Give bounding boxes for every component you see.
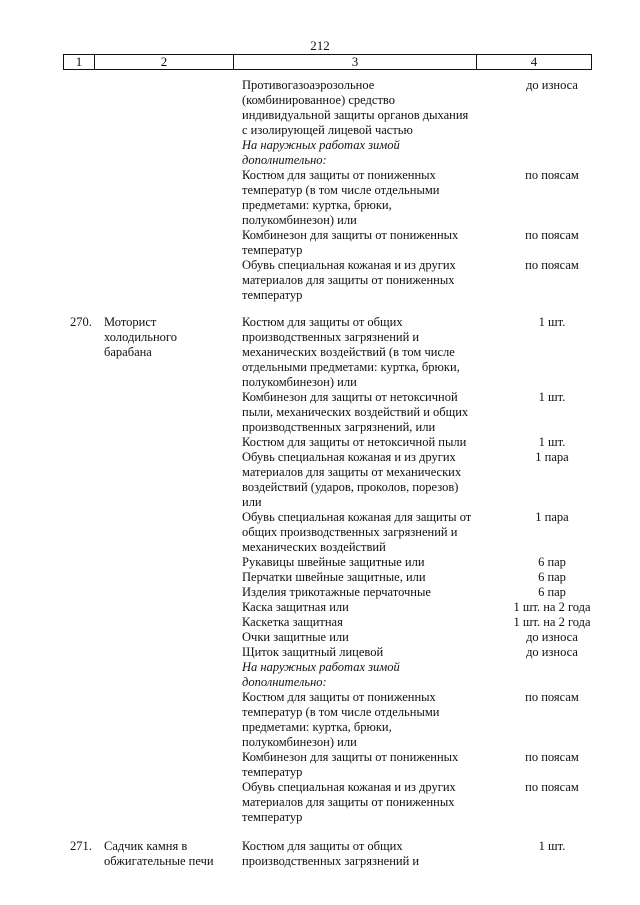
item-quantity: 6 пар xyxy=(538,570,566,584)
item-name: Щиток защитный лицевой xyxy=(242,645,384,659)
row-number: 271. xyxy=(70,839,92,853)
item-quantity xyxy=(492,660,612,690)
item-quantity: 1 пара xyxy=(535,450,569,464)
item-name: Комбинезон для защиты от пониженных температур xyxy=(242,228,459,257)
list-item xyxy=(242,839,640,869)
list-item xyxy=(242,690,640,750)
item-name: Каскетка защитная xyxy=(242,615,343,629)
item-quantity: до износа xyxy=(526,630,578,644)
item-quantity: 1 шт. на 2 года xyxy=(513,615,591,629)
list-item xyxy=(242,228,640,258)
item-name: Комбинезон для защиты от нетоксичной пыли, механических воздействий и общих производственных загрязнений, или xyxy=(242,390,469,434)
list-item xyxy=(242,258,640,303)
table-row xyxy=(0,839,640,869)
item-name: Обувь специальная кожаная и из других материалов для защиты от пониженных температур xyxy=(242,258,456,302)
column-header-row xyxy=(63,54,592,70)
list-item xyxy=(242,435,640,450)
list-item xyxy=(242,390,640,435)
item-quantity: по поясам xyxy=(525,258,579,272)
item-quantity: по поясам xyxy=(525,750,579,764)
list-item xyxy=(242,615,640,630)
item-quantity: по поясам xyxy=(525,780,579,794)
ppe-item-list xyxy=(242,78,640,303)
list-item xyxy=(242,450,640,510)
position-title: Садчик камня в обжигательные печи xyxy=(104,839,214,868)
list-item xyxy=(242,570,640,585)
list-item xyxy=(242,630,640,645)
item-name: Костюм для защиты от нетоксичной пыли xyxy=(242,435,467,449)
list-item xyxy=(242,315,640,390)
section-note xyxy=(242,138,640,168)
item-name: Костюм для защиты от общих производственных загрязнений и xyxy=(242,839,420,868)
item-name: Противогазоаэрозольное (комбинированное) средство индивидуальной защиты органов дыхания с изолирующей лицевой частью xyxy=(242,78,469,137)
list-item xyxy=(242,645,640,660)
item-quantity: 1 шт. xyxy=(538,390,566,404)
column-header-3: 3 xyxy=(234,55,477,70)
item-quantity: по поясам xyxy=(525,228,579,242)
page-number: 212 xyxy=(310,38,330,53)
item-quantity: по поясам xyxy=(525,168,579,182)
item-quantity: 1 шт. xyxy=(538,315,566,329)
item-name: Перчатки швейные защитные, или xyxy=(242,570,426,584)
item-quantity: 1 пара xyxy=(535,510,569,524)
column-header-2: 2 xyxy=(95,55,234,70)
item-quantity: до износа xyxy=(526,645,578,659)
ppe-item-list xyxy=(242,315,640,825)
row-number: 270. xyxy=(70,315,92,329)
table-body xyxy=(0,78,640,869)
list-item xyxy=(242,780,640,825)
item-name: Костюм для защиты от пониженных температур (в том числе отдельными предметами: куртка, брюки, полукомбинезон) или xyxy=(242,168,440,227)
table-row xyxy=(0,78,640,303)
item-quantity: 1 шт. xyxy=(538,839,566,853)
section-note xyxy=(242,660,640,690)
item-name: Изделия трикотажные перчаточные xyxy=(242,585,431,599)
item-quantity: по поясам xyxy=(525,690,579,704)
list-item xyxy=(242,750,640,780)
item-name: Костюм для защиты от общих производственных загрязнений и механических воздействий (в том числе отдельными предметами: куртка, брюки, полукомбинезон) или xyxy=(242,315,460,389)
item-name: На наружных работах зимой дополнительно: xyxy=(242,660,400,689)
position-title: Моторист холодильного барабана xyxy=(104,315,177,359)
list-item xyxy=(242,78,640,138)
item-quantity: 1 шт. на 2 года xyxy=(513,600,591,614)
table-row xyxy=(0,315,640,825)
column-header-1: 1 xyxy=(64,55,95,70)
list-item xyxy=(242,510,640,555)
item-name: Обувь специальная кожаная и из других материалов для защиты от пониженных температур xyxy=(242,780,456,824)
ppe-item-list xyxy=(242,839,640,869)
item-quantity: 1 шт. xyxy=(538,435,566,449)
column-header-4: 4 xyxy=(477,55,592,70)
item-name: Комбинезон для защиты от пониженных температур xyxy=(242,750,459,779)
list-item xyxy=(242,585,640,600)
list-item xyxy=(242,168,640,228)
item-quantity: до износа xyxy=(526,78,578,92)
list-item xyxy=(242,555,640,570)
item-quantity: 6 пар xyxy=(538,555,566,569)
item-name: Обувь специальная кожаная для защиты от общих производственных загрязнений и механических воздействий xyxy=(242,510,472,554)
item-name: Рукавицы швейные защитные или xyxy=(242,555,425,569)
item-name: Костюм для защиты от пониженных температур (в том числе отдельными предметами: куртка, брюки, полукомбинезон) или xyxy=(242,690,440,749)
item-name: Обувь специальная кожаная и из других материалов для защиты от механических воздействий (ударов, проколов, порезов) или xyxy=(242,450,462,509)
list-item xyxy=(242,600,640,615)
item-quantity: 6 пар xyxy=(538,585,566,599)
item-name: Каска защитная или xyxy=(242,600,349,614)
item-name: Очки защитные или xyxy=(242,630,349,644)
item-quantity xyxy=(492,138,612,168)
item-name: На наружных работах зимой дополнительно: xyxy=(242,138,400,167)
